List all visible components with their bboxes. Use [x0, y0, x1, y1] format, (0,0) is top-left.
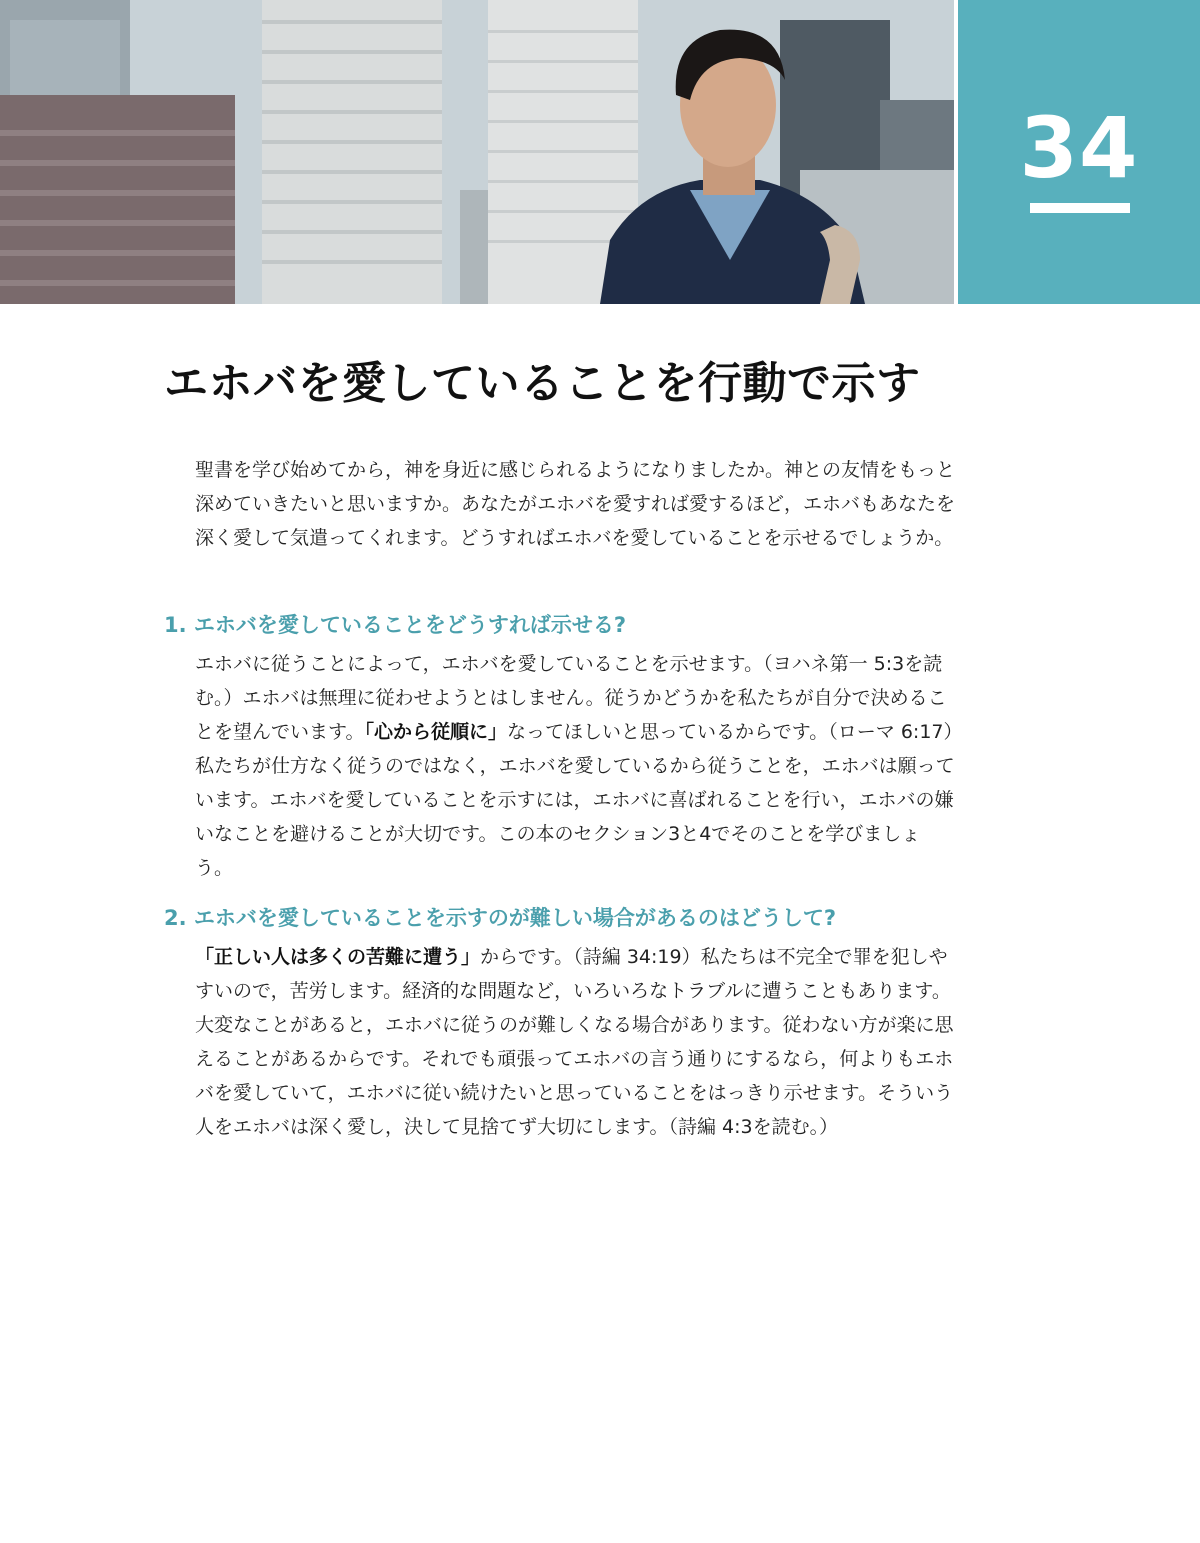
- chapter-badge: [958, 0, 1200, 304]
- answer-2-part-1: からです。（詩編 34:19）私たちは不完全で罪を犯しやすいので，苦労します。経済的な問題など，いろいろなトラブルに遭うこともあります。大変なことがあると，エホバに従うのが難しくなる場合があります。従わない方が楽に思えることがあるからです。それでも頑張ってエホバの言う通りにするなら，何よりもエホバを愛していて，エホバに従い続けたいと思っていることをはっきり示せます。そういう人をエホバは深く愛し，決して見捨てず大切にします。（詩編 4:3を読む。）: [195, 946, 954, 1138]
- answer-1-part-1: エホバに従うことによって，エホバを愛していることを示せます。（ヨハネ第一 5:3を読む。）エホバは無理に従わせようとはしません。従うかどうかを私たちが自分で決めることを望んでいます。: [195, 653, 947, 743]
- answer-2: [195, 940, 955, 1144]
- hero-image: [0, 0, 954, 304]
- answer-1: [195, 647, 955, 885]
- question-1: 1. エホバを愛していることをどうすれば示せる?: [164, 613, 627, 637]
- chapter-underline: [1030, 203, 1130, 213]
- page-title: エホバを愛していることを行動で示す: [164, 358, 921, 409]
- question-2: 2. エホバを愛していることを示すのが難しい場合があるのはどうして?: [164, 906, 837, 930]
- answer-1-quote: 「心から従順に」: [364, 721, 507, 743]
- answer-2-quote: 「正しい人は多くの苦難に遭う」: [195, 946, 481, 968]
- intro-paragraph: 聖書を学び始めてから，神を身近に感じられるようになりましたか。神との友情をもっと深めていきたいと思いますか。あなたがエホバを愛すれば愛するほど，エホバもあなたを深く愛して気遣ってくれます。どうすればエホバを愛していることを示せるでしょうか。: [195, 459, 956, 549]
- chapter-number: 34: [1019, 99, 1139, 197]
- city-portrait-photo-icon: [0, 0, 954, 304]
- answer-1-part-2: なってほしいと思っているからです。（ローマ 6:17）私たちが仕方なく従うのではなく，エホバを愛しているから従うことを，エホバは願っています。エホバを愛していることを示すには，エホバに喜ばれることを行い，エホバの嫌いなことを避けることが大切です。この本のセクション3と4でそのことを学びましょう。: [195, 721, 955, 879]
